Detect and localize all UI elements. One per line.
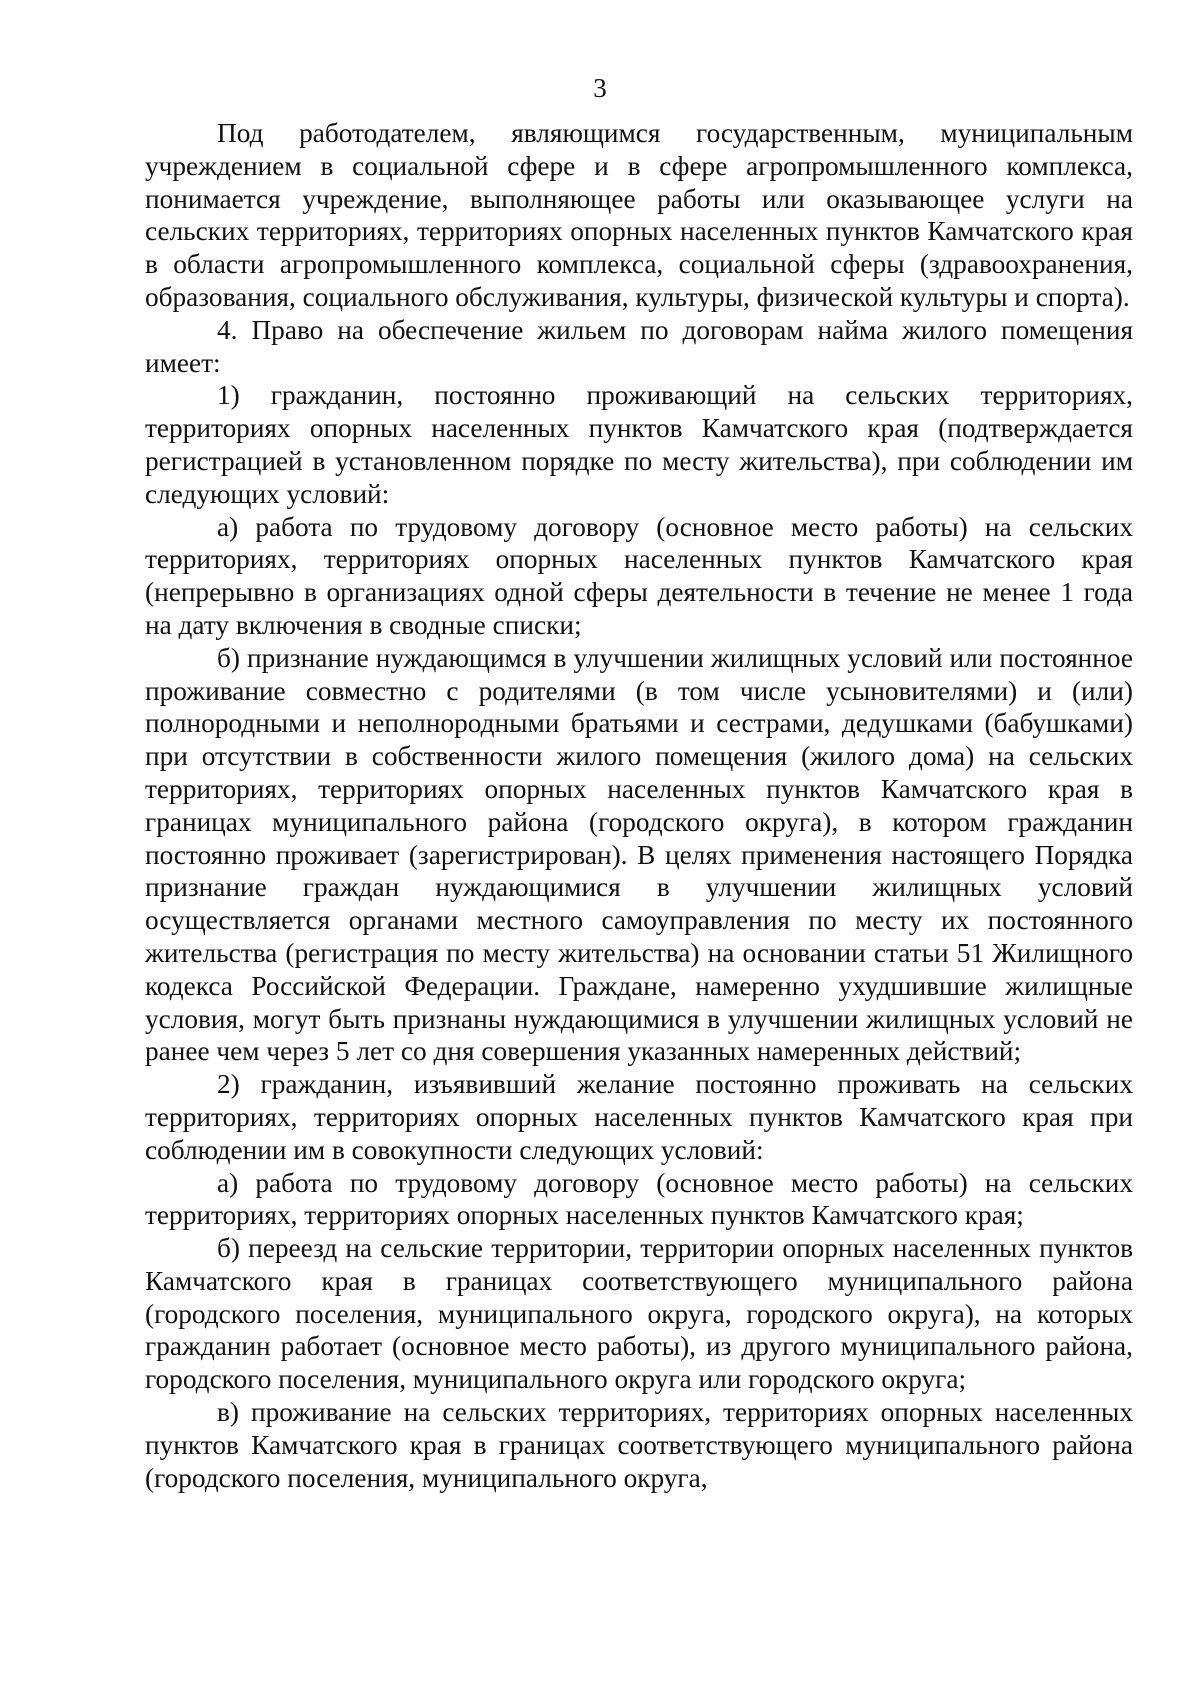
paragraph-subitem-1b: б) признание нуждающимся в улучшении жилищных условий или постоянное проживание совместно с родителями (в том числе усыновителями) и (или) полнородными и неполнородными братьями и сестрами, дедушками (бабушками) при отсутствии в собственности жилого помещения (жилого дома) на сельских территориях, территориях опорных населенных пунктов Камчатского края в границах муниципального района (городского округа), в котором гражданин постоянно проживает (зарегистрирован). В целях применения настоящего Порядка признание граждан нуждающимися в улучшении жилищных условий осуществляется органами местного самоуправления по месту их постоянного жительства (регистрация по месту жительства) на основании статьи 51 Жилищного кодекса Российской Федерации. Граждане, намеренно ухудшившие жилищные условия, могут быть признаны нуждающимися в улучшении жилищных условий не ранее чем через 5 лет со дня совершения указанных намеренных действий;	[145, 642, 1133, 1067]
page-number: 3	[593, 73, 607, 103]
paragraph-subitem-1a: а) работа по трудовому договору (основное место работы) на сельских территориях, территориях опорных населенных пунктов Камчатского края (непрерывно в организациях одной сферы деятельности в течение не менее 1 года на дату включения в сводные списки;	[145, 511, 1133, 640]
paragraph-item-4: 4. Право на обеспечение жильем по договорам найма жилого помещения имеет:	[145, 314, 1133, 378]
paragraph-subitem-2a: а) работа по трудовому договору (основное место работы) на сельских территориях, территориях опорных населенных пунктов Камчатского края;	[145, 1167, 1133, 1231]
paragraph-employer-definition: Под работодателем, являющимся государственным, муниципальным учреждением в социальной сфере и в сфере агропромышленного комплекса, понимается учреждение, выполняющее работы или оказывающее услуги на сельских территориях, территориях опорных населенных пунктов Камчатского края в области агропромышленного комплекса, социальной сферы (здравоохранения, образования, социального обслуживания, культуры, физической культуры и спорта).	[145, 118, 1133, 312]
paragraph-subitem-2b: б) переезд на сельские территории, территории опорных населенных пунктов Камчатского края в границах соответствующего муниципального района (городского поселения, муниципального округа, городского округа), на которых гражданин работает (основное место работы), из другого муниципального района, городского поселения, муниципального округа или городского округа;	[145, 1233, 1133, 1395]
document-body	[145, 117, 1133, 1494]
paragraph-subitem-2v: в) проживание на сельских территориях, территориях опорных населенных пунктов Камчатского края в границах соответствующего муниципального района (городского поселения, муниципального округа,	[145, 1397, 1133, 1493]
paragraph-subitem-1: 1) гражданин, постоянно проживающий на сельских территориях, территориях опорных населенных пунктов Камчатского края (подтверждается регистрацией в установленном порядке по месту жительства), при соблюдении им следующих условий:	[145, 380, 1133, 509]
paragraph-subitem-2: 2) гражданин, изъявивший желание постоянно проживать на сельских территориях, территориях опорных населенных пунктов Камчатского края при соблюдении им в совокупности следующих условий:	[145, 1069, 1133, 1165]
